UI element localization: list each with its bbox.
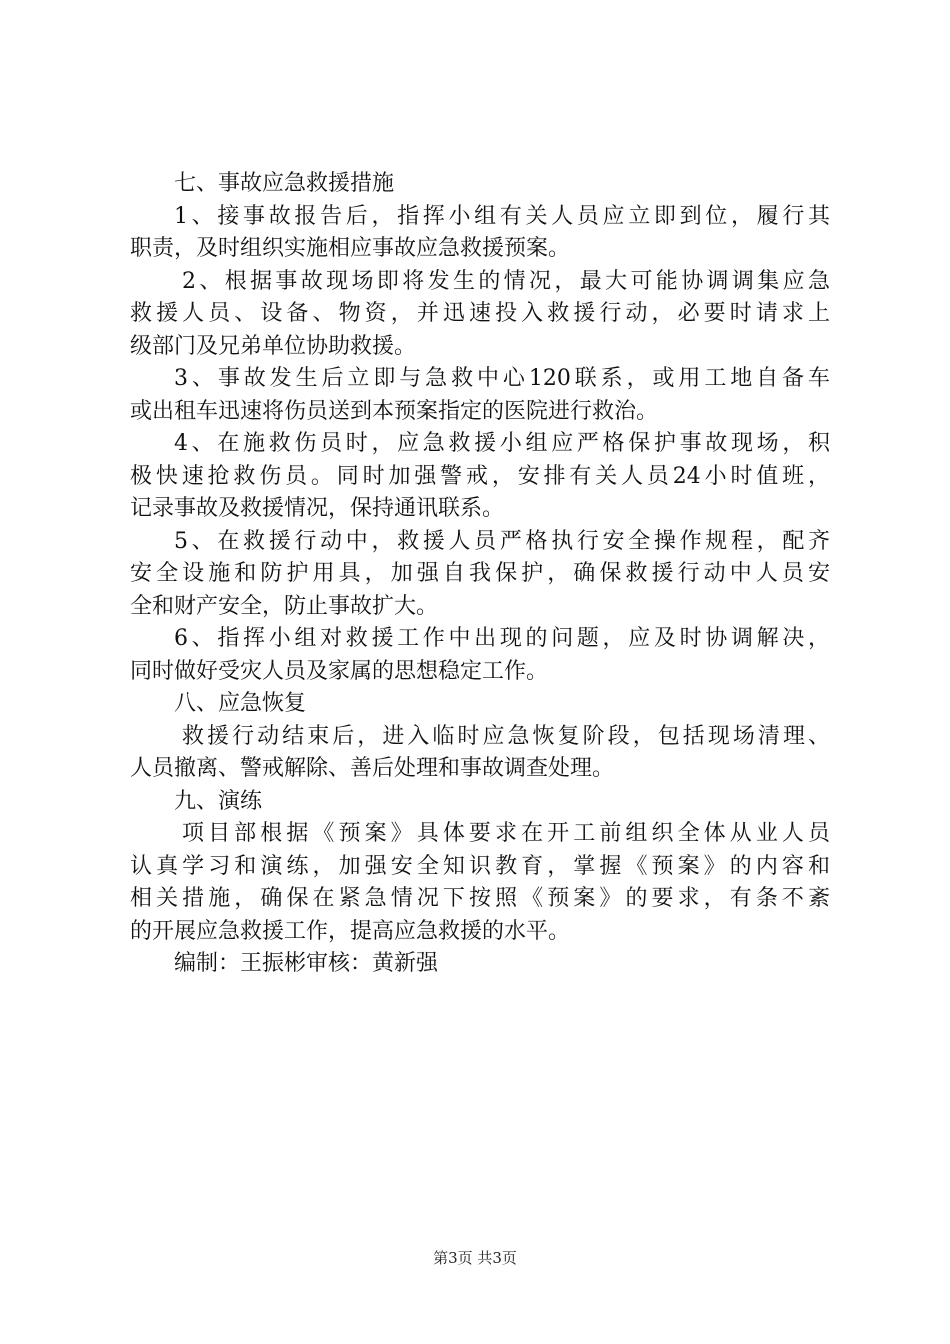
paragraph-line: 同时做好受灾人员及家属的思想稳定工作。 <box>130 658 549 684</box>
paragraph-line: 救援人员、设备、物资，并迅速投入救援行动，必要时请求上 <box>130 301 830 326</box>
document-body <box>130 168 830 981</box>
paragraph-line: 5、在救援行动中，救援人员严格执行安全操作规程，配齐 <box>174 528 830 554</box>
paragraph-line: 3、事故发生后立即与急救中心120联系，或用工地自备车 <box>174 366 830 391</box>
paragraph-line: 救援行动结束后，进入临时应急恢复阶段，包括现场清理、 <box>182 723 830 749</box>
paragraph-line: 安全设施和防护用具，加强自我保护，确保救援行动中人员安 <box>130 561 830 586</box>
paragraph-line: 的开展应急救援工作，提高应急救援的水平。 <box>130 918 571 944</box>
paragraph-line: 相关措施，确保在紧急情况下按照《预案》的要求，有条不紊 <box>130 886 830 911</box>
section-heading: 八、应急恢复 <box>174 691 307 716</box>
signature-line: 编制：王振彬审核：黄新强 <box>174 951 439 976</box>
section-heading: 九、演练 <box>174 788 263 814</box>
section-heading: 七、事故应急救援措施 <box>174 171 395 196</box>
paragraph-line: 职责，及时组织实施相应事故应急救援预案。 <box>130 236 571 261</box>
page-number: 第3页 共3页 <box>433 1249 517 1267</box>
paragraph-line: 1、接事故报告后，指挥小组有关人员应立即到位，履行其 <box>174 203 830 229</box>
paragraph-line: 级部门及兄弟单位协助救援。 <box>130 333 417 359</box>
paragraph-line: 或出租车迅速将伤员送到本预案指定的医院进行救治。 <box>130 398 659 424</box>
paragraph-line: 记录事故及救援情况，保持通讯联系。 <box>130 496 505 521</box>
paragraph-line: 项目部根据《预案》具体要求在开工前组织全体从业人员 <box>182 821 830 846</box>
paragraph-line: 人员撤离、警戒解除、善后处理和事故调查处理。 <box>130 756 615 781</box>
paragraph-line: 4、在施救伤员时，应急救援小组应严格保护事故现场，积 <box>174 431 830 456</box>
paragraph-line: 认真学习和演练，加强安全知识教育，掌握《预案》的内容和 <box>130 853 830 879</box>
paragraph-line: 6、指挥小组对救援工作中出现的问题，应及时协调解决， <box>174 626 830 651</box>
paragraph-line: 2、根据事故现场即将发生的情况，最大可能协调调集应急 <box>182 268 830 294</box>
paragraph-line: 极快速抢救伤员。同时加强警戒，安排有关人员24小时值班， <box>130 463 830 489</box>
paragraph-line: 全和财产安全，防止事故扩大。 <box>130 593 439 619</box>
